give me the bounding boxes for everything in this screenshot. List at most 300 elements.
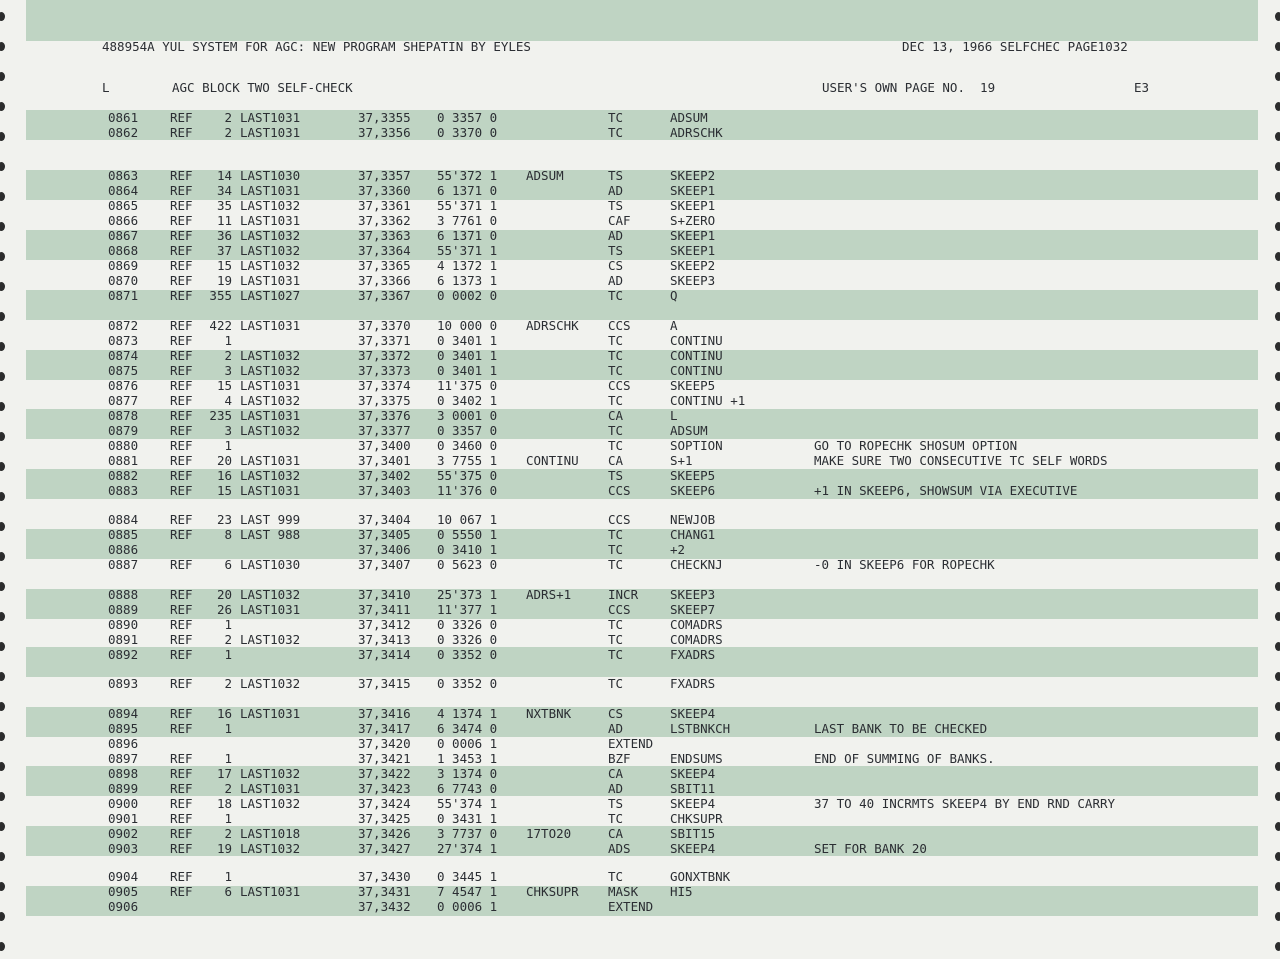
line-operand: SKEEP2 bbox=[670, 168, 716, 183]
tractor-hole bbox=[1275, 492, 1280, 501]
line-operand: ADSUM bbox=[670, 110, 708, 125]
line-seq: 0883 bbox=[108, 483, 139, 498]
tractor-hole bbox=[0, 762, 5, 771]
line-word: 0 3370 0 bbox=[437, 125, 498, 140]
line-seq: 0871 bbox=[108, 288, 139, 303]
line-operand: Q bbox=[670, 288, 678, 303]
line-comment: 37 TO 40 INCRMTS SKEEP4 BY END RND CARRY bbox=[814, 796, 1116, 811]
line-cnt: 20 bbox=[216, 587, 232, 602]
line-addr: 37,3357 bbox=[358, 168, 411, 183]
tractor-hole bbox=[1275, 222, 1280, 231]
line-op: TC bbox=[608, 617, 624, 632]
line-addr: 37,3360 bbox=[358, 183, 411, 198]
line-addr: 37,3410 bbox=[358, 587, 411, 602]
line-ref: REF bbox=[170, 228, 193, 243]
line-word: 3 7755 1 bbox=[437, 453, 498, 468]
line-seq: 0864 bbox=[108, 183, 139, 198]
line-addr: 37,3420 bbox=[358, 736, 411, 751]
line-seq: 0904 bbox=[108, 869, 139, 884]
line-cnt: 4 bbox=[224, 393, 232, 408]
line-cnt: 3 bbox=[224, 363, 232, 378]
tractor-hole bbox=[1275, 252, 1280, 261]
line-last: LAST1031 bbox=[240, 183, 301, 198]
tractor-hole bbox=[1275, 792, 1280, 801]
line-op: TS bbox=[608, 468, 624, 483]
line-ref: REF bbox=[170, 632, 193, 647]
line-addr: 37,3363 bbox=[358, 228, 411, 243]
line-ref: REF bbox=[170, 168, 193, 183]
tractor-hole bbox=[0, 942, 5, 951]
line-word: 6 3474 0 bbox=[437, 721, 498, 736]
line-cnt: 17 bbox=[216, 766, 232, 781]
line-op: AD bbox=[608, 781, 624, 796]
line-word: 3 7761 0 bbox=[437, 213, 498, 228]
tractor-hole bbox=[1275, 402, 1280, 411]
line-label: NXTBNK bbox=[526, 706, 572, 721]
line-ref: REF bbox=[170, 557, 193, 572]
line-operand: SKEEP6 bbox=[670, 483, 716, 498]
line-cnt: 36 bbox=[216, 228, 232, 243]
line-comment: GO TO ROPECHK SHOSUM OPTION bbox=[814, 438, 1018, 453]
line-addr: 37,3366 bbox=[358, 273, 411, 288]
line-word: 3 1374 0 bbox=[437, 766, 498, 781]
line-label: ADRSCHK bbox=[526, 318, 579, 333]
line-seq: 0875 bbox=[108, 363, 139, 378]
line-op: CCS bbox=[608, 512, 631, 527]
line-last: LAST1031 bbox=[240, 125, 301, 140]
line-op: TC bbox=[608, 363, 624, 378]
tractor-hole bbox=[1275, 162, 1280, 171]
tractor-hole bbox=[0, 72, 5, 81]
line-word: 6 7743 0 bbox=[437, 781, 498, 796]
line-op: AD bbox=[608, 228, 624, 243]
line-ref: REF bbox=[170, 841, 193, 856]
line-op: TC bbox=[608, 676, 624, 691]
line-cnt: 19 bbox=[216, 273, 232, 288]
tractor-hole bbox=[1275, 732, 1280, 741]
line-label: ADSUM bbox=[526, 168, 564, 183]
line-last: LAST1030 bbox=[240, 557, 301, 572]
line-cnt: 355 bbox=[209, 288, 232, 303]
line-operand: COMADRS bbox=[670, 617, 723, 632]
line-operand: SKEEP2 bbox=[670, 258, 716, 273]
line-last: LAST1031 bbox=[240, 273, 301, 288]
greenbar-band bbox=[26, 0, 1258, 41]
line-op: TC bbox=[608, 527, 624, 542]
line-last: LAST1032 bbox=[240, 243, 301, 258]
tractor-hole bbox=[1275, 42, 1280, 51]
line-seq: 0866 bbox=[108, 213, 139, 228]
line-addr: 37,3400 bbox=[358, 438, 411, 453]
line-seq: 0873 bbox=[108, 333, 139, 348]
line-ref: REF bbox=[170, 869, 193, 884]
line-op: INCR bbox=[608, 587, 639, 602]
tractor-hole bbox=[0, 852, 5, 861]
tractor-hole bbox=[1275, 522, 1280, 531]
line-addr: 37,3404 bbox=[358, 512, 411, 527]
line-op: CA bbox=[608, 766, 624, 781]
line-operand: CONTINU bbox=[670, 333, 723, 348]
line-word: 10 000 0 bbox=[437, 318, 498, 333]
line-ref: REF bbox=[170, 676, 193, 691]
line-word: 0 0006 1 bbox=[437, 899, 498, 914]
line-cnt: 2 bbox=[224, 781, 232, 796]
tractor-hole bbox=[0, 522, 5, 531]
line-last: LAST1031 bbox=[240, 706, 301, 721]
line-op: TC bbox=[608, 348, 624, 363]
line-seq: 0889 bbox=[108, 602, 139, 617]
line-op: TC bbox=[608, 557, 624, 572]
line-op: AD bbox=[608, 273, 624, 288]
line-operand: A bbox=[670, 318, 678, 333]
line-op: TS bbox=[608, 796, 624, 811]
line-last: LAST1030 bbox=[240, 168, 301, 183]
line-seq: 0881 bbox=[108, 453, 139, 468]
tractor-hole bbox=[0, 582, 5, 591]
line-word: 0 3352 0 bbox=[437, 676, 498, 691]
line-op: TC bbox=[608, 125, 624, 140]
line-addr: 37,3361 bbox=[358, 198, 411, 213]
line-word: 11'375 0 bbox=[437, 378, 498, 393]
line-seq: 0878 bbox=[108, 408, 139, 423]
line-word: 0 3326 0 bbox=[437, 632, 498, 647]
line-cnt: 6 bbox=[224, 557, 232, 572]
line-ref: REF bbox=[170, 602, 193, 617]
line-op: CCS bbox=[608, 602, 631, 617]
line-addr: 37,3424 bbox=[358, 796, 411, 811]
line-last: LAST1031 bbox=[240, 110, 301, 125]
line-addr: 37,3374 bbox=[358, 378, 411, 393]
tractor-hole bbox=[1275, 762, 1280, 771]
line-cnt: 1 bbox=[224, 811, 232, 826]
line-cnt: 2 bbox=[224, 676, 232, 691]
line-ref: REF bbox=[170, 288, 193, 303]
line-word: 0 5623 0 bbox=[437, 557, 498, 572]
line-operand: SKEEP4 bbox=[670, 796, 716, 811]
tractor-hole bbox=[0, 252, 5, 261]
line-cnt: 6 bbox=[224, 884, 232, 899]
line-operand: COMADRS bbox=[670, 632, 723, 647]
line-op: CS bbox=[608, 258, 624, 273]
tractor-hole bbox=[0, 672, 5, 681]
line-seq: 0876 bbox=[108, 378, 139, 393]
line-operand: SKEEP3 bbox=[670, 587, 716, 602]
tractor-hole bbox=[0, 162, 5, 171]
line-seq: 0906 bbox=[108, 899, 139, 914]
line-operand: SKEEP3 bbox=[670, 273, 716, 288]
line-ref: REF bbox=[170, 125, 193, 140]
line-word: 0 5550 1 bbox=[437, 527, 498, 542]
line-addr: 37,3431 bbox=[358, 884, 411, 899]
line-word: 11'377 1 bbox=[437, 602, 498, 617]
line-op: TC bbox=[608, 333, 624, 348]
line-cnt: 34 bbox=[216, 183, 232, 198]
line-operand: FXADRS bbox=[670, 647, 716, 662]
line-seq: 0893 bbox=[108, 676, 139, 691]
line-word: 0 3410 1 bbox=[437, 542, 498, 557]
line-op: CA bbox=[608, 408, 624, 423]
line-seq: 0900 bbox=[108, 796, 139, 811]
line-word: 0 3445 1 bbox=[437, 869, 498, 884]
line-seq: 0877 bbox=[108, 393, 139, 408]
line-ref: REF bbox=[170, 751, 193, 766]
line-ref: REF bbox=[170, 423, 193, 438]
line-operand: GONXTBNK bbox=[670, 869, 731, 884]
line-ref: REF bbox=[170, 587, 193, 602]
line-addr: 37,3411 bbox=[358, 602, 411, 617]
line-comment: SET FOR BANK 20 bbox=[814, 841, 927, 856]
line-operand: SKEEP1 bbox=[670, 183, 716, 198]
line-cnt: 18 bbox=[216, 796, 232, 811]
line-op: TC bbox=[608, 438, 624, 453]
line-cnt: 2 bbox=[224, 826, 232, 841]
tractor-hole bbox=[0, 702, 5, 711]
tractor-hole bbox=[1275, 582, 1280, 591]
line-seq: 0895 bbox=[108, 721, 139, 736]
line-cnt: 37 bbox=[216, 243, 232, 258]
line-word: 27'374 1 bbox=[437, 841, 498, 856]
line-cnt: 19 bbox=[216, 841, 232, 856]
line-cnt: 1 bbox=[224, 869, 232, 884]
line-seq: 0879 bbox=[108, 423, 139, 438]
line-cnt: 1 bbox=[224, 751, 232, 766]
tractor-hole bbox=[0, 192, 5, 201]
line-op: TC bbox=[608, 542, 624, 557]
line-addr: 37,3371 bbox=[358, 333, 411, 348]
line-op: TC bbox=[608, 393, 624, 408]
line-operand: HI5 bbox=[670, 884, 693, 899]
line-label: CONTINU bbox=[526, 453, 579, 468]
line-op: TS bbox=[608, 198, 624, 213]
line-operand: LSTBNKCH bbox=[670, 721, 731, 736]
line-addr: 37,3413 bbox=[358, 632, 411, 647]
line-ref: REF bbox=[170, 378, 193, 393]
line-ref: REF bbox=[170, 243, 193, 258]
line-op: AD bbox=[608, 721, 624, 736]
line-addr: 37,3427 bbox=[358, 841, 411, 856]
line-seq: 0874 bbox=[108, 348, 139, 363]
line-ref: REF bbox=[170, 512, 193, 527]
line-cnt: 1 bbox=[224, 647, 232, 662]
line-op: CAF bbox=[608, 213, 631, 228]
line-seq: 0890 bbox=[108, 617, 139, 632]
line-operand: ADRSCHK bbox=[670, 125, 723, 140]
tractor-hole bbox=[0, 42, 5, 51]
line-word: 0 3326 0 bbox=[437, 617, 498, 632]
line-comment: MAKE SURE TWO CONSECUTIVE TC SELF WORDS bbox=[814, 453, 1108, 468]
line-operand: S+ZERO bbox=[670, 213, 716, 228]
line-cnt: 15 bbox=[216, 258, 232, 273]
tractor-hole bbox=[0, 102, 5, 111]
line-cnt: 8 bbox=[224, 527, 232, 542]
line-word: 0 3431 1 bbox=[437, 811, 498, 826]
line-operand: SBIT11 bbox=[670, 781, 716, 796]
line-addr: 37,3402 bbox=[358, 468, 411, 483]
job-header: 488954A YUL SYSTEM FOR AGC: NEW PROGRAM SHEPATIN BY EYLES bbox=[102, 39, 531, 54]
line-addr: 37,3372 bbox=[358, 348, 411, 363]
line-ref: REF bbox=[170, 647, 193, 662]
line-operand: SKEEP5 bbox=[670, 468, 716, 483]
line-word: 25'373 1 bbox=[437, 587, 498, 602]
line-seq: 0884 bbox=[108, 512, 139, 527]
line-cnt: 1 bbox=[224, 721, 232, 736]
tractor-hole bbox=[1275, 822, 1280, 831]
line-seq: 0896 bbox=[108, 736, 139, 751]
line-last: LAST1018 bbox=[240, 826, 301, 841]
line-last: LAST1032 bbox=[240, 423, 301, 438]
line-last: LAST1031 bbox=[240, 453, 301, 468]
line-word: 10 067 1 bbox=[437, 512, 498, 527]
line-seq: 0865 bbox=[108, 198, 139, 213]
line-operand: ENDSUMS bbox=[670, 751, 723, 766]
line-addr: 37,3417 bbox=[358, 721, 411, 736]
tractor-hole bbox=[1275, 672, 1280, 681]
line-last: LAST1032 bbox=[240, 258, 301, 273]
line-label: 17TO20 bbox=[526, 826, 572, 841]
line-seq: 0880 bbox=[108, 438, 139, 453]
line-last: LAST1031 bbox=[240, 884, 301, 899]
line-operand: SOPTION bbox=[670, 438, 723, 453]
line-operand: SKEEP1 bbox=[670, 243, 716, 258]
line-cnt: 15 bbox=[216, 378, 232, 393]
line-ref: REF bbox=[170, 273, 193, 288]
line-seq: 0886 bbox=[108, 542, 139, 557]
line-operand: SKEEP7 bbox=[670, 602, 716, 617]
line-cnt: 35 bbox=[216, 198, 232, 213]
line-word: 0 0006 1 bbox=[437, 736, 498, 751]
line-cnt: 422 bbox=[209, 318, 232, 333]
line-last: LAST1032 bbox=[240, 766, 301, 781]
tractor-hole bbox=[1275, 12, 1280, 21]
tractor-hole bbox=[1275, 942, 1280, 951]
line-addr: 37,3373 bbox=[358, 363, 411, 378]
line-word: 7 4547 1 bbox=[437, 884, 498, 899]
line-last: LAST1032 bbox=[240, 363, 301, 378]
line-op: EXTEND bbox=[608, 736, 654, 751]
line-cnt: 20 bbox=[216, 453, 232, 468]
listing-flag: L bbox=[102, 80, 110, 95]
tractor-hole bbox=[0, 312, 5, 321]
line-label: ADRS+1 bbox=[526, 587, 572, 602]
line-seq: 0862 bbox=[108, 125, 139, 140]
line-ref: REF bbox=[170, 348, 193, 363]
line-word: 55'375 0 bbox=[437, 468, 498, 483]
line-operand: SKEEP1 bbox=[670, 198, 716, 213]
tractor-hole bbox=[1275, 372, 1280, 381]
line-operand: SKEEP4 bbox=[670, 766, 716, 781]
line-comment: -0 IN SKEEP6 FOR ROPECHK bbox=[814, 557, 995, 572]
line-cnt: 2 bbox=[224, 348, 232, 363]
tractor-hole bbox=[0, 612, 5, 621]
line-last: LAST 988 bbox=[240, 527, 301, 542]
line-word: 1 3453 1 bbox=[437, 751, 498, 766]
line-cnt: 1 bbox=[224, 333, 232, 348]
line-last: LAST1027 bbox=[240, 288, 301, 303]
line-operand: ADSUM bbox=[670, 423, 708, 438]
line-op: AD bbox=[608, 183, 624, 198]
line-word: 0 3401 1 bbox=[437, 333, 498, 348]
users-page-number: USER'S OWN PAGE NO. 19 bbox=[822, 80, 996, 95]
tractor-hole bbox=[1275, 102, 1280, 111]
line-operand: CHKSUPR bbox=[670, 811, 723, 826]
line-last: LAST1031 bbox=[240, 602, 301, 617]
line-last: LAST1032 bbox=[240, 468, 301, 483]
line-operand: CONTINU +1 bbox=[670, 393, 746, 408]
line-comment: LAST BANK TO BE CHECKED bbox=[814, 721, 988, 736]
line-operand: SKEEP1 bbox=[670, 228, 716, 243]
line-label: CHKSUPR bbox=[526, 884, 579, 899]
line-word: 4 1374 1 bbox=[437, 706, 498, 721]
line-addr: 37,3422 bbox=[358, 766, 411, 781]
line-seq: 0898 bbox=[108, 766, 139, 781]
date-page-header: DEC 13, 1966 SELFCHEC PAGE1032 bbox=[902, 39, 1128, 54]
tractor-hole bbox=[0, 342, 5, 351]
line-word: 3 0001 0 bbox=[437, 408, 498, 423]
line-cnt: 3 bbox=[224, 423, 232, 438]
line-addr: 37,3423 bbox=[358, 781, 411, 796]
line-seq: 0868 bbox=[108, 243, 139, 258]
line-cnt: 14 bbox=[216, 168, 232, 183]
line-operand: SBIT15 bbox=[670, 826, 716, 841]
line-op: CCS bbox=[608, 483, 631, 498]
line-operand: L bbox=[670, 408, 678, 423]
line-seq: 0870 bbox=[108, 273, 139, 288]
line-word: 0 3352 0 bbox=[437, 647, 498, 662]
line-op: TC bbox=[608, 110, 624, 125]
line-seq: 0901 bbox=[108, 811, 139, 826]
line-operand: SKEEP5 bbox=[670, 378, 716, 393]
line-ref: REF bbox=[170, 483, 193, 498]
line-seq: 0902 bbox=[108, 826, 139, 841]
line-cnt: 235 bbox=[209, 408, 232, 423]
tractor-hole bbox=[0, 552, 5, 561]
line-ref: REF bbox=[170, 438, 193, 453]
line-op: CA bbox=[608, 453, 624, 468]
tractor-hole bbox=[0, 402, 5, 411]
line-last: LAST 999 bbox=[240, 512, 301, 527]
line-ref: REF bbox=[170, 333, 193, 348]
line-addr: 37,3365 bbox=[358, 258, 411, 273]
tractor-hole bbox=[0, 372, 5, 381]
line-last: LAST1031 bbox=[240, 781, 301, 796]
line-cnt: 2 bbox=[224, 110, 232, 125]
line-seq: 0882 bbox=[108, 468, 139, 483]
line-ref: REF bbox=[170, 453, 193, 468]
line-op: TC bbox=[608, 632, 624, 647]
line-cnt: 16 bbox=[216, 468, 232, 483]
line-addr: 37,3367 bbox=[358, 288, 411, 303]
line-last: LAST1032 bbox=[240, 632, 301, 647]
line-last: LAST1032 bbox=[240, 841, 301, 856]
line-seq: 0861 bbox=[108, 110, 139, 125]
tractor-hole bbox=[1275, 702, 1280, 711]
tractor-hole bbox=[1275, 642, 1280, 651]
line-cnt: 23 bbox=[216, 512, 232, 527]
line-ref: REF bbox=[170, 468, 193, 483]
line-operand: +2 bbox=[670, 542, 686, 557]
tractor-hole bbox=[1275, 282, 1280, 291]
line-word: 0 3357 0 bbox=[437, 110, 498, 125]
line-word: 6 1373 1 bbox=[437, 273, 498, 288]
tractor-hole bbox=[0, 642, 5, 651]
line-op: TC bbox=[608, 423, 624, 438]
line-op: TC bbox=[608, 811, 624, 826]
tractor-hole bbox=[1275, 462, 1280, 471]
line-ref: REF bbox=[170, 527, 193, 542]
line-word: 3 7737 0 bbox=[437, 826, 498, 841]
line-last: LAST1031 bbox=[240, 213, 301, 228]
line-addr: 37,3403 bbox=[358, 483, 411, 498]
